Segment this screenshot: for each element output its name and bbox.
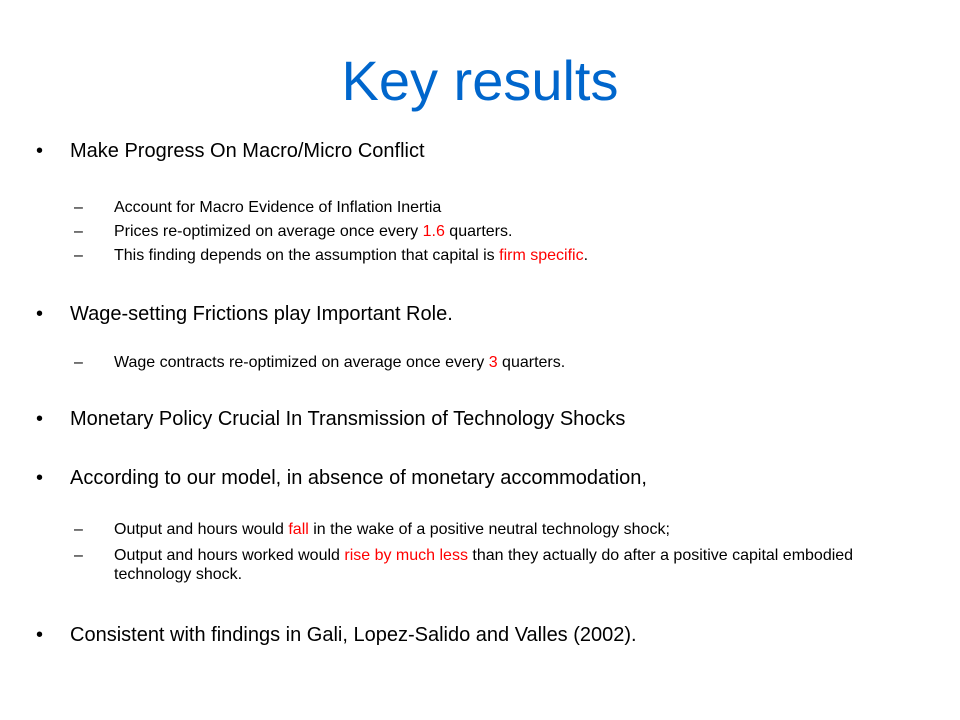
bullet-item: [36, 139, 425, 163]
dash-icon: –: [74, 521, 83, 538]
highlight-text: firm specific: [499, 247, 584, 264]
bullet-text: Wage-setting Frictions play Important Role.: [70, 303, 453, 325]
sub-bullet-item: [74, 520, 670, 539]
bullet-text: Make Progress On Macro/Micro Conflict: [70, 140, 425, 162]
slide-title: Key results: [341, 49, 619, 112]
bullet-text: According to our model, in absence of monetary accommodation,: [70, 467, 647, 489]
sub-bullet-text: Output and hours would fall in the wake of a positive neutral technology shock;: [114, 521, 670, 538]
sub-bullet-item: [74, 353, 565, 372]
sub-bullet-text: Output and hours worked would rise by much less than they actually do after a positive capital embodied technology shock.: [114, 547, 854, 583]
bullet-item: [36, 466, 647, 490]
sub-bullet-text: Account for Macro Evidence of Inflation Inertia: [114, 199, 442, 216]
sub-bullet-item: [74, 246, 588, 265]
bullet-icon: •: [36, 303, 44, 325]
dash-icon: –: [74, 247, 83, 264]
bullet-item: [36, 407, 625, 431]
bullet-icon: •: [36, 408, 44, 430]
sub-bullet-text: Prices re-optimized on average once every 1.6 quarters.: [114, 223, 513, 240]
bullet-item: [36, 302, 453, 326]
sub-bullet-text: Wage contracts re-optimized on average once every 3 quarters.: [114, 354, 566, 371]
bullet-text: Monetary Policy Crucial In Transmission of Technology Shocks: [70, 408, 626, 430]
sub-bullet-item: [74, 198, 441, 217]
bullet-icon: •: [36, 624, 44, 646]
dash-icon: –: [74, 547, 83, 564]
highlight-text: rise by much less: [344, 547, 468, 564]
dash-icon: –: [74, 223, 83, 240]
highlight-text: fall: [288, 521, 309, 538]
bullet-icon: •: [36, 467, 44, 489]
dash-icon: –: [74, 199, 83, 216]
highlight-text: 3: [488, 354, 498, 371]
bullet-text: Consistent with findings in Gali, Lopez-Salido and Valles (2002).: [70, 624, 637, 646]
sub-bullet-item: [74, 222, 512, 241]
sub-bullet-item: [74, 546, 874, 584]
bullet-item: [36, 623, 637, 647]
highlight-text: 1.6: [422, 223, 445, 240]
sub-bullet-text: This finding depends on the assumption that capital is firm specific.: [114, 247, 589, 264]
dash-icon: –: [74, 354, 83, 371]
bullet-icon: •: [36, 140, 44, 162]
